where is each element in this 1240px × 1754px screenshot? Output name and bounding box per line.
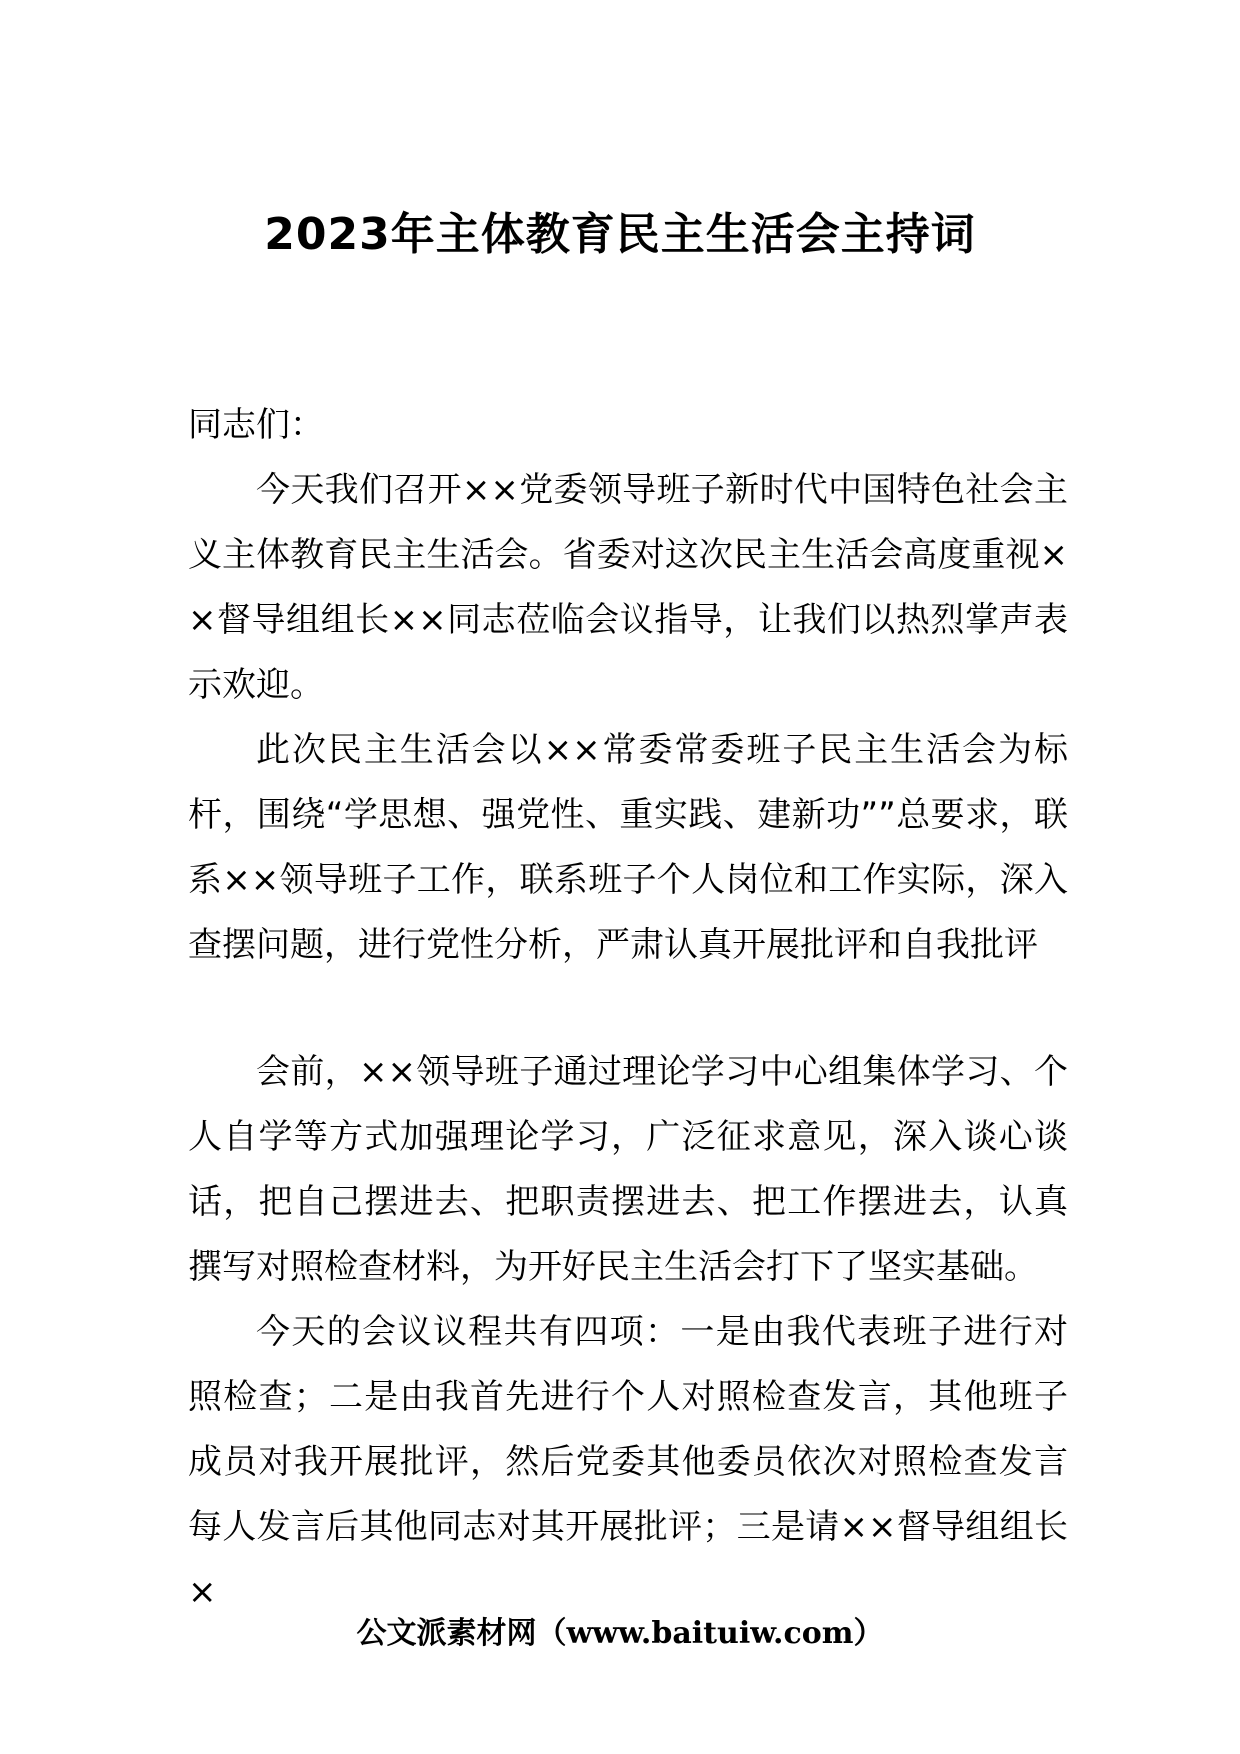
salutation bbox=[188, 393, 1068, 458]
paragraph-3 bbox=[188, 1040, 1068, 1300]
paragraph-text: 会前，××领导班子通过理论学习中心组集体学习、个人自学等方式加强理论学习，广泛征求意见，深入谈心谈话，把自己摆进去、把职责摆进去、把工作摆进去，认真撰写对照检查材料，为开好民主生活会打下了坚实基础。 bbox=[188, 1052, 1068, 1287]
paragraph-text: 此次民主生活会以××常委常委班子民主生活会为标杆，围绕“学思想、强党性、重实践、建新功””总要求，联系××领导班子工作，联系班子个人岗位和工作实际，深入查摆问题，进行党性分析，严肃认真开展批评和自我批评 bbox=[188, 730, 1068, 965]
paragraph-4 bbox=[188, 1300, 1068, 1625]
document-title: 2023年主体教育民主生活会主持词 bbox=[264, 209, 976, 260]
paragraph-1 bbox=[188, 458, 1068, 718]
paragraph-text: 今天的会议议程共有四项：一是由我代表班子进行对照检查；二是由我首先进行个人对照检查发言，其他班子成员对我开展批评，然后党委其他委员依次对照检查发言每人发言后其他同志对其开展批评；三是请××督导组组长× bbox=[188, 1312, 1068, 1612]
footer-watermark: 公文派素材网（www.baituiw.com） bbox=[356, 1616, 884, 1651]
paragraph-text: 今天我们召开××党委领导班子新时代中国特色社会主义主体教育民主生活会。省委对这次民主生活会高度重视××督导组组长××同志莅临会议指导，让我们以热烈掌声表示欢迎。 bbox=[188, 470, 1068, 705]
salutation-text: 同志们： bbox=[188, 405, 324, 445]
paragraph-2 bbox=[188, 718, 1068, 978]
